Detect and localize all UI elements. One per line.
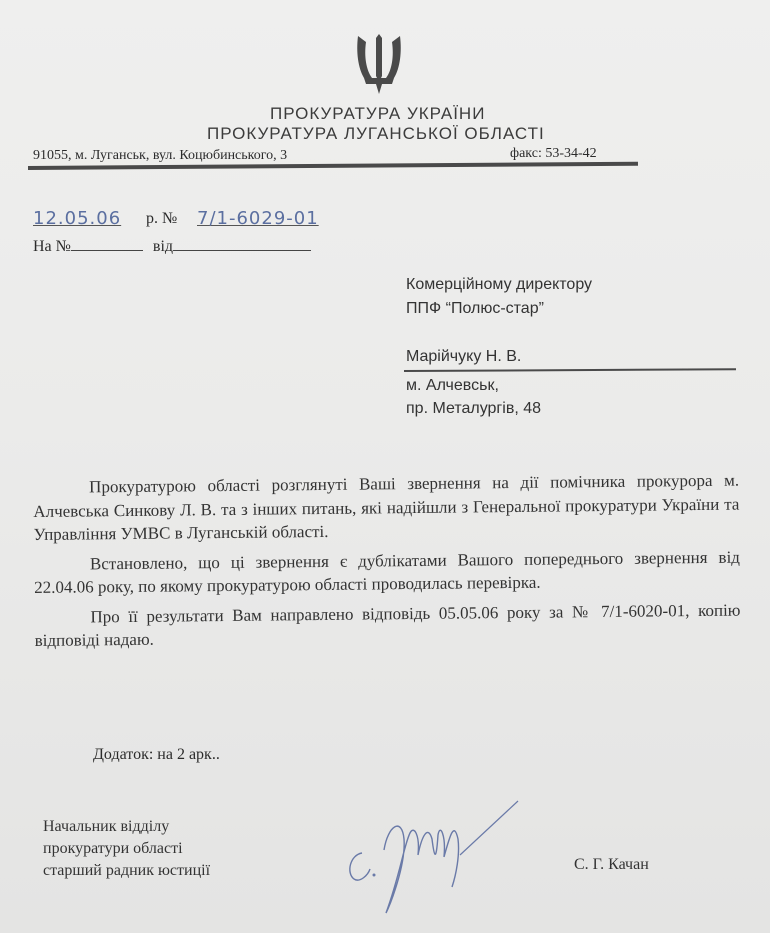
recipient-divider [404, 368, 736, 372]
handwritten-date: 12.05.06 [33, 208, 122, 229]
reference-date-label: від [152, 238, 174, 255]
body-paragraph-1: Прокуратурою області розглянуті Ваші звернення на дії помічника прокурора м. Алчевська Синкову Л. В. та з інших питань, які надійшли з Генеральної прокуратури України та Управління УМВС в Луганській області. [33, 470, 740, 544]
handwritten-registration-number: 7/1-6029-01 [197, 208, 319, 229]
signatory-name: С. Г. Качан [574, 856, 649, 873]
recipient-company: ППФ “Полюс-стар” [406, 300, 544, 317]
reference-date-blank [173, 238, 311, 251]
header-fax: факс: 53-34-42 [510, 146, 597, 161]
recipient-street: пр. Металургів, 48 [406, 400, 542, 417]
reference-number-blank [71, 238, 143, 251]
signatory-position: Начальник відділу [43, 818, 170, 835]
recipient-city: м. Алчевськ, [406, 377, 499, 394]
handwritten-signature [340, 795, 530, 920]
header-address: 91055, м. Луганськ, вул. Коцюбинського, 3 [33, 148, 288, 163]
signatory-rank: старший радник юстиції [43, 862, 211, 879]
body-paragraph-3: Про її результати Вам направлено відповідь 05.05.06 року за № 7/1-6020-01, копію відповіді надаю. [34, 600, 741, 650]
reference-number-label: На № [33, 238, 71, 255]
recipient-name: Марійчуку Н. В. [406, 348, 522, 365]
attachment-note: Додаток: на 2 арк.. [93, 746, 220, 763]
header-title-luhansk: ПРОКУРАТУРА ЛУГАНСЬКОЇ ОБЛАСТІ [207, 124, 545, 143]
reference-line [33, 238, 311, 256]
body-paragraph-2: Встановлено, що ці звернення є дублікатами Вашого попереднього звернення від 22.04.06 року, по якому прокуратурою області проводилась перевірка. [34, 547, 740, 597]
letter-body [33, 469, 741, 659]
registration-number-label: р. № [146, 210, 178, 227]
signatory-department: прокуратури області [43, 840, 183, 857]
header-title-ukraine: ПРОКУРАТУРА УКРАЇНИ [270, 104, 486, 123]
coat-of-arms-icon [354, 32, 404, 96]
recipient-position: Комерційному директору [406, 276, 593, 293]
